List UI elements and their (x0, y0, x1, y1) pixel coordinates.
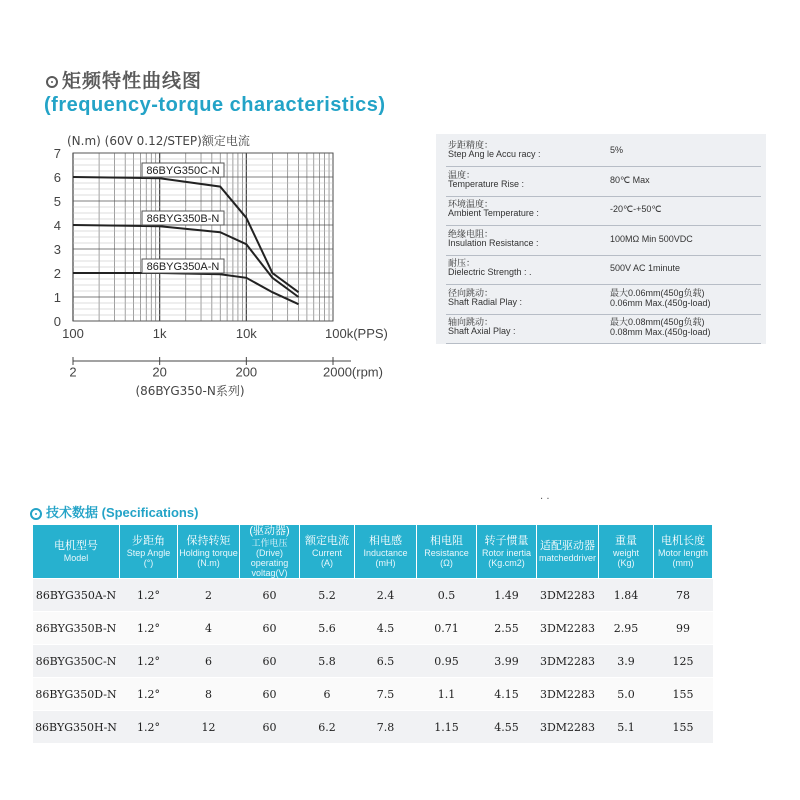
table-cell: 60 (240, 579, 300, 612)
spec-label-cn: 温度： (448, 169, 476, 180)
table-header-cell (654, 525, 713, 579)
y-tick-label: 1 (53, 290, 61, 305)
chart-title-en: (frequency-torque characteristics) (44, 94, 386, 116)
table-header-cell (33, 525, 120, 579)
table-cell: 1.2° (120, 645, 178, 678)
table-cell: 86BYG350D-N (33, 678, 120, 711)
y-tick-label: 7 (53, 146, 61, 161)
table-cell: 2.4 (355, 579, 417, 612)
spec-label-cn: 步距精度： (448, 140, 494, 150)
table-cell: 0.5 (417, 579, 477, 612)
table-cell: 6 (178, 645, 240, 678)
header-en: matcheddriver (538, 553, 597, 563)
table-cell: 3DM2283 (537, 711, 599, 744)
spec-label-en: Temperature Rise : (448, 178, 525, 189)
x-tick-label-rpm: 200 (235, 364, 258, 380)
table-cell: 60 (240, 678, 300, 711)
table-cell: 2.95 (599, 612, 654, 645)
header-en: Model (63, 553, 89, 563)
spec-label-cn: 环境温度： (448, 199, 494, 209)
header-unit: (mH) (375, 558, 396, 568)
x-tick-label-pps: 100 (62, 326, 84, 341)
table-cell: 60 (240, 711, 300, 744)
spec-label-cn: 径向跳动： (448, 287, 494, 298)
spec-label-cn: 耐压： (448, 258, 476, 268)
table-cell: 7.8 (355, 711, 417, 744)
spec-value: 500V AC 1minute (610, 263, 681, 273)
table-cell: 1.2° (120, 579, 178, 612)
header-en: 工作电压 (251, 538, 288, 548)
y-tick-label: 3 (53, 242, 61, 257)
table-header-cell (120, 525, 178, 579)
table-cell: 5.6 (300, 612, 355, 645)
y-tick-label: 6 (53, 170, 61, 185)
table-cell: 3.99 (477, 645, 537, 678)
spec-panel (436, 134, 766, 344)
spec-value-cn: 最大0.06mm(450g负载) (610, 287, 705, 298)
x-tick-label-rpm: 2000(rpm) (323, 364, 383, 380)
spec-label-en: Ambient Temperature : (448, 208, 539, 218)
spec-value (610, 317, 711, 337)
table-cell: 12 (178, 711, 240, 744)
header-en: Motor length (657, 548, 709, 558)
table-row (33, 678, 713, 711)
table-header-cell (599, 525, 654, 579)
header-unit: (Kg) (617, 558, 635, 568)
spec-row (446, 225, 761, 256)
table-title-text: 技术数据 (Specifications) (46, 505, 199, 520)
table-cell: 1.2° (120, 612, 178, 645)
table-header-cell (417, 525, 477, 579)
table-cell: 86BYG350C-N (33, 645, 120, 678)
spec-row (446, 254, 761, 285)
table-cell: 1.2° (120, 678, 178, 711)
spec-row (446, 284, 761, 315)
header-cn: 步距角 (132, 535, 165, 547)
table-cell: 4 (178, 612, 240, 645)
header-cn: 重量 (615, 535, 637, 547)
spec-table (32, 524, 713, 743)
circle-dot-icon (30, 508, 42, 520)
series-label: 86BYG350B-N (146, 213, 220, 225)
spec-label-cn: 轴向跳动： (448, 317, 494, 327)
series-label: 86BYG350A-N (146, 261, 220, 273)
spec-label-en: Dielectric Strength : . (448, 267, 532, 277)
header-unit: (Ω) (440, 558, 453, 568)
decorative-mark: · · (540, 494, 550, 505)
spec-label-en: Step Ang le Accu racy : (448, 149, 541, 159)
header-unit: (°) (143, 558, 154, 568)
table-cell: 8 (178, 678, 240, 711)
table-cell: 3DM2283 (537, 579, 599, 612)
spec-row (446, 136, 761, 167)
table-cell: 2 (178, 579, 240, 612)
title-cn-text: 矩频特性曲线图 (62, 70, 203, 92)
spec-value: 5% (610, 145, 624, 155)
y-tick-label: 2 (53, 266, 61, 281)
header-cn: 额定电流 (305, 535, 349, 547)
table-cell: 3DM2283 (537, 612, 599, 645)
table-header-cell (477, 525, 537, 579)
x-tick-label-pps: 10k (235, 326, 257, 341)
spec-label-en: Insulation Resistance : (448, 237, 539, 248)
table-cell: 86BYG350B-N (33, 612, 120, 645)
y-tick-label: 4 (53, 218, 61, 233)
table-cell: 1.15 (417, 711, 477, 744)
table-row (33, 645, 713, 678)
x-tick-label-pps: 1k (152, 326, 167, 341)
spec-value: 80℃ Max (610, 174, 650, 185)
table-cell: 0.71 (417, 612, 477, 645)
y-axis-label: (N.m) (60V 0.12/STEP)额定电流 (67, 134, 250, 148)
table-cell: 1.49 (477, 579, 537, 612)
table-cell: 3DM2283 (537, 645, 599, 678)
spec-value-cn: 最大0.08mm(450g负载) (610, 317, 705, 327)
header-en: Holding torque (179, 548, 238, 558)
header-cn: 相电感 (369, 535, 402, 547)
table-cell: 4.15 (477, 678, 537, 711)
header-unit: (A) (321, 558, 333, 568)
header-unit: (Kg.cm2) (488, 558, 525, 568)
table-header-cell (240, 525, 300, 579)
spec-value: -20℃-+50℃ (610, 204, 662, 214)
table-cell: 99 (654, 612, 713, 645)
header-en: Rotor inertia (481, 548, 532, 558)
table-row (33, 579, 713, 612)
table-cell: 5.8 (300, 645, 355, 678)
header-cn: 电机长度 (661, 535, 705, 547)
header-en: Inductance (363, 548, 408, 558)
table-row (33, 612, 713, 645)
x-tick-label-rpm: 2 (69, 364, 77, 380)
table-cell: 78 (654, 579, 713, 612)
spec-label-en: Shaft Axial Play : (448, 326, 516, 336)
header-cn: (驱动器) (249, 525, 290, 537)
header-en: weight (612, 548, 639, 558)
chart-title-cn (46, 66, 202, 93)
spec-row (446, 313, 761, 344)
spec-value: 100MΩ Min 500VDC (610, 233, 693, 244)
spec-value-en: 0.08mm Max.(450g-load) (610, 327, 711, 337)
table-cell: 86BYG350A-N (33, 579, 120, 612)
table-cell: 5.2 (300, 579, 355, 612)
spec-row (446, 166, 761, 197)
table-cell: 5.0 (599, 678, 654, 711)
table-row (33, 711, 713, 744)
table-cell: 1.1 (417, 678, 477, 711)
table-cell: 3.9 (599, 645, 654, 678)
chart-caption: (86BYG350-N系列) (135, 384, 245, 398)
table-cell: 155 (654, 711, 713, 744)
spec-label-cn: 绝缘电阻： (448, 228, 494, 239)
table-cell: 86BYG350H-N (33, 711, 120, 744)
table-cell: 4.5 (355, 612, 417, 645)
table-header-row (33, 525, 713, 579)
table-header-cell (178, 525, 240, 579)
table-cell: 4.55 (477, 711, 537, 744)
table-cell: 7.5 (355, 678, 417, 711)
x-tick-label-pps: 100k(PPS) (325, 326, 388, 341)
header-en: Step Angle (126, 548, 171, 558)
spec-value-en: 0.06mm Max.(450g-load) (610, 297, 711, 308)
table-cell: 6.5 (355, 645, 417, 678)
table-header-cell (537, 525, 599, 579)
table-cell: 60 (240, 645, 300, 678)
header-cn: 相电阻 (430, 535, 463, 547)
table-cell: 155 (654, 678, 713, 711)
header-cn: 保持转矩 (186, 535, 231, 547)
table-cell: 1.2° (120, 711, 178, 744)
table-cell: 1.84 (599, 579, 654, 612)
table-cell: 6.2 (300, 711, 355, 744)
header-unit: (mm) (672, 558, 694, 568)
header-en: Current (311, 548, 342, 558)
table-header-cell (355, 525, 417, 579)
y-tick-label: 5 (53, 194, 61, 209)
table-cell: 3DM2283 (537, 678, 599, 711)
header-cn: 转子惯量 (484, 535, 529, 547)
spec-value (610, 288, 711, 308)
header-unit: (Drive) operating voltag(V) (250, 548, 289, 578)
table-title (30, 502, 198, 521)
circle-dot-icon (46, 76, 58, 88)
header-cn: 适配驱动器 (540, 540, 595, 552)
table-cell: 125 (654, 645, 713, 678)
table-cell: 2.55 (477, 612, 537, 645)
torque-chart (30, 125, 420, 410)
table-cell: 60 (240, 612, 300, 645)
table-cell: 5.1 (599, 711, 654, 744)
header-en: Resistance (424, 548, 469, 558)
header-unit: (N.m) (197, 558, 220, 568)
table-cell: 6 (300, 678, 355, 711)
x-tick-label-rpm: 20 (152, 364, 167, 380)
y-tick-label: 0 (53, 314, 61, 329)
spec-label-en: Shaft Radial Play : (448, 296, 523, 307)
table-cell: 0.95 (417, 645, 477, 678)
series-label: 86BYG350C-N (146, 165, 220, 177)
table-header-cell (300, 525, 355, 579)
spec-row (446, 195, 761, 226)
header-cn: 电机型号 (54, 540, 98, 552)
